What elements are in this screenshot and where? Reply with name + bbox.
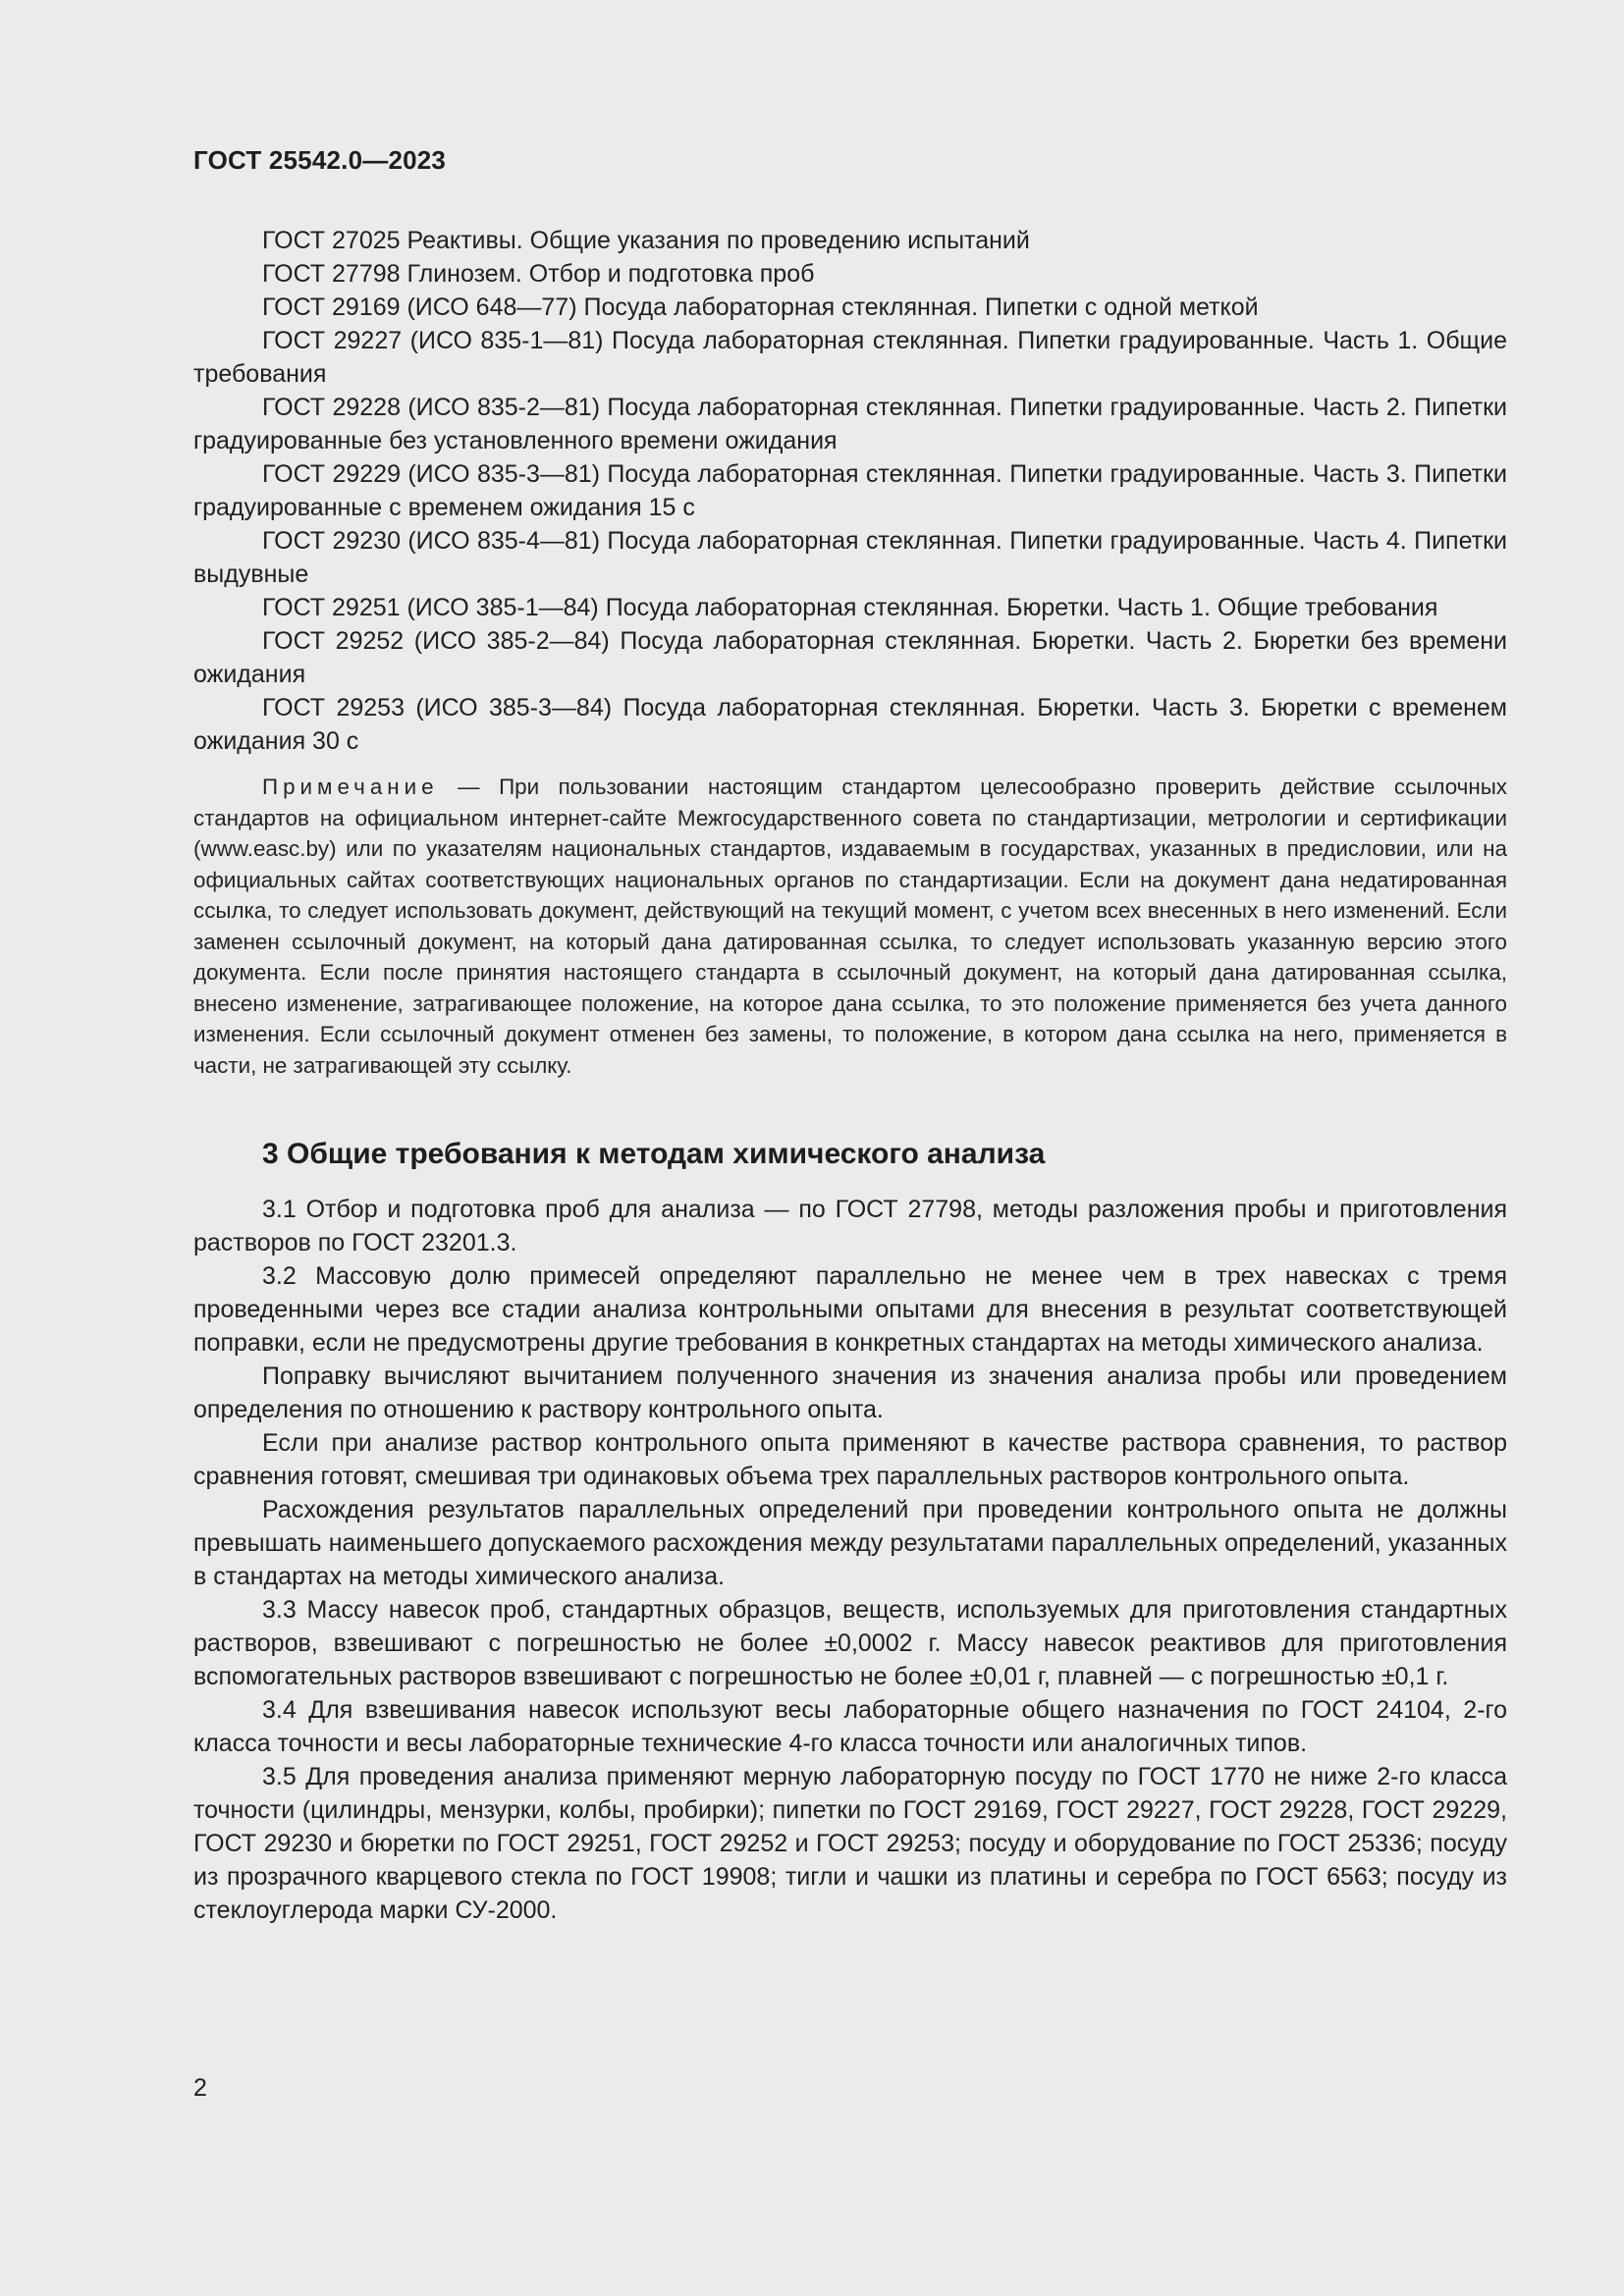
reference-title: Посуда лабораторная стеклянная. Пипетки с одной меткой (583, 294, 1259, 321)
reference-title: Глинозем. Отбор и подготовка проб (406, 260, 815, 288)
reference-title: Посуда лабораторная стеклянная. Пипетки градуированные. Часть 1. Общие требования (193, 327, 1507, 388)
reference-code: ГОСТ 29251 (ИСО 385-1—84) (262, 594, 599, 621)
reference-item (193, 391, 1507, 457)
reference-code: ГОСТ 29230 (ИСО 835-4—81) (262, 527, 601, 555)
note-text: — При пользовании настоящим стандартом целесообразно проверить действие ссылочных стандартов на официальном интернет-сайте Межгосударственного совета по стандартизации, метрологии и сертификации (www.easc.by) или по указателям национальных стандартов, издаваемым в государствах, указанных в предисловии, или на официальных сайтах соответствующих национальных органов по стандартизации. Если на документ дана недатированная ссылка, то следует использовать документ, действующий на текущий момент, с учетом всех внесенных в него изменений. Если заменен ссылочный документ, на который дана датированная ссылка, то следует использовать указанную версию этого документа. Если после принятия настоящего стандарта в ссылочный документ, на который дана датированная ссылка, внесено изменение, затрагивающее положение, на которое дана ссылка, то это положение применяется без учета данного изменения. Если ссылочный документ отменен без замены, то положение, в котором дана ссылка на него, применяется в части, не затрагивающей эту ссылку. (193, 774, 1508, 1078)
reference-title: Посуда лабораторная стеклянная. Бюретки. Часть 3. Бюретки с временем ожидания 30 с (193, 694, 1507, 755)
section-3-title: 3 Общие требования к методам химического анализа (262, 1138, 1046, 1170)
reference-code: ГОСТ 29169 (ИСО 648—77) (262, 294, 577, 321)
section-paragraph: Если при анализе раствор контрольного опыта применяют в качестве раствора сравнения, то раствор сравнения готовят, смешивая три одинаковых объема трех параллельных растворов контрольного опыта. (193, 1429, 1507, 1490)
reference-code: ГОСТ 29229 (ИСО 835-3—81) (262, 460, 601, 488)
section-paragraph: 3.1 Отбор и подготовка проб для анализа — по ГОСТ 27798, методы разложения пробы и приготовления растворов по ГОСТ 23201.3. (193, 1196, 1507, 1256)
references-note (193, 772, 1507, 1081)
section-paragraph: 3.2 Массовую долю примесей определяют параллельно не менее чем в трех навесках с тремя проведенными через все стадии анализа контрольными опытами для внесения в результат соответствующей поправки, если не предусмотрены другие требования в конкретных стандартах на методы химического анализа. (193, 1262, 1507, 1357)
reference-item (193, 591, 1507, 624)
page-number: 2 (193, 2074, 207, 2102)
reference-item (193, 224, 1507, 257)
standard-id-header: ГОСТ 25542.0—2023 (193, 145, 447, 175)
reference-title: Реактивы. Общие указания по проведению испытаний (406, 227, 1030, 254)
reference-title: Посуда лабораторная стеклянная. Пипетки градуированные. Часть 4. Пипетки выдувные (193, 527, 1507, 588)
reference-item (193, 324, 1507, 391)
reference-title: Посуда лабораторная стеклянная. Пипетки градуированные. Часть 3. Пипетки градуированные с временем ожидания 15 с (193, 460, 1507, 521)
normative-references-list (193, 224, 1507, 758)
section-paragraph: 3.4 Для взвешивания навесок используют весы лабораторные общего назначения по ГОСТ 24104, 2-го класса точности и весы лабораторные технические 4-го класса точности или аналогичных типов. (193, 1696, 1507, 1757)
reference-title: Посуда лабораторная стеклянная. Бюретки. Часть 2. Бюретки без времени ожидания (193, 627, 1507, 688)
reference-item (193, 457, 1507, 524)
reference-item (193, 524, 1507, 591)
reference-code: ГОСТ 29253 (ИСО 385-3—84) (262, 694, 613, 721)
reference-item (193, 624, 1507, 691)
reference-code: ГОСТ 29228 (ИСО 835-2—81) (262, 394, 601, 421)
reference-item (193, 691, 1507, 758)
reference-title: Посуда лабораторная стеклянная. Бюретки. Часть 1. Общие требования (605, 594, 1438, 621)
note-label: Примечание (262, 774, 439, 799)
reference-item (193, 291, 1507, 324)
section-3-body (193, 1193, 1507, 1927)
reference-code: ГОСТ 29252 (ИСО 385-2—84) (262, 627, 610, 655)
section-paragraph: Расхождения результатов параллельных определений при проведении контрольного опыта не должны превышать наименьшего допускаемого расхождения между результатами параллельных определений, указанных в стандартах на методы химического анализа. (193, 1496, 1507, 1590)
section-paragraph: Поправку вычисляют вычитанием полученного значения из значения анализа пробы или проведением определения по отношению к раствору контрольного опыта. (193, 1362, 1507, 1423)
document-content (193, 224, 1507, 1927)
reference-code: ГОСТ 29227 (ИСО 835-1—81) (262, 327, 604, 354)
section-paragraph: 3.5 Для проведения анализа применяют мерную лабораторную посуду по ГОСТ 1770 не ниже 2-го класса точности (цилиндры, мензурки, колбы, пробирки); пипетки по ГОСТ 29169, ГОСТ 29227, ГОСТ 29228, ГОСТ 29229, ГОСТ 29230 и бюретки по ГОСТ 29251, ГОСТ 29252 и ГОСТ 29253; посуду и оборудование по ГОСТ 25336; посуду из прозрачного кварцевого стекла по ГОСТ 19908; тигли и чашки из платины и серебра по ГОСТ 6563; посуду из стеклоуглерода марки СУ-2000. (193, 1763, 1507, 1924)
reference-item (193, 257, 1507, 291)
section-paragraph: 3.3 Массу навесок проб, стандартных образцов, веществ, используемых для приготовления стандартных растворов, взвешивают с погрешностью не более ±0,0002 г. Массу навесок реактивов для приготовления вспомогательных растворов взвешивают с погрешностью не более ±0,01 г, плавней — с погрешностью ±0,1 г. (193, 1596, 1507, 1690)
reference-code: ГОСТ 27798 (262, 260, 401, 288)
reference-title: Посуда лабораторная стеклянная. Пипетки градуированные. Часть 2. Пипетки градуированные без установленного времени ожидания (193, 394, 1507, 454)
reference-code: ГОСТ 27025 (262, 227, 401, 254)
